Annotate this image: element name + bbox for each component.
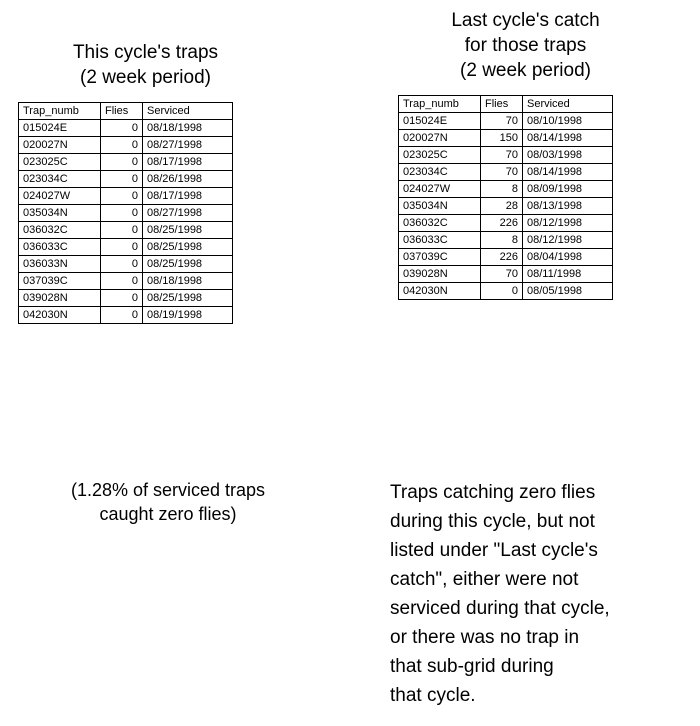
column-header-serviced: Serviced: [523, 96, 613, 113]
cell-trap-number: 036033C: [399, 232, 481, 249]
cell-serviced: 08/27/1998: [143, 205, 233, 222]
this-cycle-heading-line-1: This cycle's traps: [72, 42, 219, 63]
cell-flies: 70: [481, 147, 523, 164]
cell-serviced: 08/14/1998: [523, 164, 613, 181]
table-row: [19, 171, 233, 188]
cell-flies: 226: [481, 249, 523, 266]
cell-trap-number: 039028N: [399, 266, 481, 283]
cell-flies: 0: [101, 307, 143, 324]
last-cycle-footnote-line-3: listed under "Last cycle's: [390, 540, 598, 561]
cell-trap-number: 023025C: [19, 154, 101, 171]
last-cycle-footnote: [390, 478, 690, 710]
last-cycle-footnote-line-6: or there was no trap in: [390, 627, 580, 648]
cell-serviced: 08/17/1998: [143, 188, 233, 205]
last-cycle-catch-table: [398, 95, 613, 300]
this-cycle-footnote: [18, 478, 318, 526]
cell-serviced: 08/18/1998: [143, 120, 233, 137]
table-row: [399, 232, 613, 249]
table-row: [399, 130, 613, 147]
cell-trap-number: 015024E: [399, 113, 481, 130]
cell-serviced: 08/09/1998: [523, 181, 613, 198]
cell-serviced: 08/13/1998: [523, 198, 613, 215]
cell-flies: 150: [481, 130, 523, 147]
table-row: [399, 113, 613, 130]
cell-serviced: 08/12/1998: [523, 232, 613, 249]
table-row: [19, 154, 233, 171]
this-cycle-heading: [18, 40, 273, 90]
cell-serviced: 08/26/1998: [143, 171, 233, 188]
last-cycle-heading-line-3: (2 week period): [460, 60, 591, 81]
cell-trap-number: 042030N: [399, 283, 481, 300]
cell-trap-number: 023034C: [399, 164, 481, 181]
cell-flies: 70: [481, 164, 523, 181]
table-row: [19, 205, 233, 222]
cell-trap-number: 036033N: [19, 256, 101, 273]
table-row: [399, 266, 613, 283]
table-header-row: [399, 96, 613, 113]
cell-serviced: 08/25/1998: [143, 239, 233, 256]
cell-serviced: 08/03/1998: [523, 147, 613, 164]
last-cycle-heading: [398, 8, 653, 83]
this-cycle-heading-line-2: (2 week period): [80, 67, 211, 88]
cell-flies: 0: [101, 222, 143, 239]
cell-flies: 0: [101, 120, 143, 137]
this-cycle-footnote-line-1: (1.28% of serviced traps: [70, 480, 266, 500]
column-header-trap-number: Trap_numb: [399, 96, 481, 113]
cell-trap-number: 037039C: [19, 273, 101, 290]
cell-trap-number: 020027N: [19, 137, 101, 154]
table-row: [19, 256, 233, 273]
cell-trap-number: 042030N: [19, 307, 101, 324]
cell-serviced: 08/14/1998: [523, 130, 613, 147]
cell-trap-number: 036033C: [19, 239, 101, 256]
last-cycle-footnote-line-8: that cycle.: [390, 685, 476, 706]
table-row: [19, 307, 233, 324]
this-cycle-panel: [18, 40, 318, 324]
last-cycle-footnote-line-1: Traps catching zero flies: [390, 482, 596, 503]
cell-flies: 0: [101, 205, 143, 222]
cell-trap-number: 037039C: [399, 249, 481, 266]
cell-trap-number: 035034N: [399, 198, 481, 215]
table-row: [399, 164, 613, 181]
cell-flies: 28: [481, 198, 523, 215]
cell-serviced: 08/18/1998: [143, 273, 233, 290]
table-row: [399, 181, 613, 198]
this-cycle-footnote-line-2: caught zero flies): [99, 504, 237, 524]
cell-serviced: 08/11/1998: [523, 266, 613, 283]
table-row: [19, 290, 233, 307]
cell-serviced: 08/12/1998: [523, 215, 613, 232]
table-row: [19, 188, 233, 205]
cell-flies: 0: [101, 256, 143, 273]
cell-trap-number: 039028N: [19, 290, 101, 307]
table-row: [399, 283, 613, 300]
cell-flies: 0: [101, 154, 143, 171]
cell-flies: 0: [101, 273, 143, 290]
last-cycle-heading-line-1: Last cycle's catch: [451, 10, 600, 31]
cell-flies: 0: [101, 239, 143, 256]
column-header-serviced: Serviced: [143, 103, 233, 120]
last-cycle-footnote-line-7: that sub-grid during: [390, 656, 554, 677]
this-cycle-traps-table: [18, 102, 233, 324]
cell-flies: 0: [101, 188, 143, 205]
cell-flies: 8: [481, 181, 523, 198]
cell-flies: 0: [481, 283, 523, 300]
cell-serviced: 08/04/1998: [523, 249, 613, 266]
cell-serviced: 08/25/1998: [143, 290, 233, 307]
cell-flies: 8: [481, 232, 523, 249]
cell-serviced: 08/27/1998: [143, 137, 233, 154]
cell-trap-number: 023025C: [399, 147, 481, 164]
column-header-trap-number: Trap_numb: [19, 103, 101, 120]
cell-serviced: 08/17/1998: [143, 154, 233, 171]
table-row: [19, 137, 233, 154]
last-cycle-footnote-line-4: catch", either were not: [390, 569, 579, 590]
cell-serviced: 08/25/1998: [143, 256, 233, 273]
table-row: [399, 147, 613, 164]
cell-flies: 0: [101, 171, 143, 188]
table-row: [399, 215, 613, 232]
cell-trap-number: 024027W: [399, 181, 481, 198]
column-header-flies: Flies: [101, 103, 143, 120]
cell-serviced: 08/05/1998: [523, 283, 613, 300]
cell-flies: 70: [481, 266, 523, 283]
table-row: [399, 249, 613, 266]
last-cycle-footnote-line-5: serviced during that cycle,: [390, 598, 610, 619]
cell-trap-number: 024027W: [19, 188, 101, 205]
cell-serviced: 08/25/1998: [143, 222, 233, 239]
last-cycle-panel: [398, 8, 688, 300]
cell-serviced: 08/10/1998: [523, 113, 613, 130]
table-row: [19, 239, 233, 256]
table-row: [19, 222, 233, 239]
cell-trap-number: 023034C: [19, 171, 101, 188]
cell-trap-number: 035034N: [19, 205, 101, 222]
table-header-row: [19, 103, 233, 120]
table-row: [19, 273, 233, 290]
table-row: [19, 120, 233, 137]
last-cycle-footnote-line-2: during this cycle, but not: [390, 511, 595, 532]
cell-serviced: 08/19/1998: [143, 307, 233, 324]
cell-flies: 226: [481, 215, 523, 232]
table-row: [399, 198, 613, 215]
cell-flies: 0: [101, 290, 143, 307]
cell-trap-number: 036032C: [399, 215, 481, 232]
column-header-flies: Flies: [481, 96, 523, 113]
cell-trap-number: 036032C: [19, 222, 101, 239]
last-cycle-heading-line-2: for those traps: [464, 35, 587, 56]
cell-flies: 0: [101, 137, 143, 154]
cell-trap-number: 020027N: [399, 130, 481, 147]
cell-flies: 70: [481, 113, 523, 130]
cell-trap-number: 015024E: [19, 120, 101, 137]
